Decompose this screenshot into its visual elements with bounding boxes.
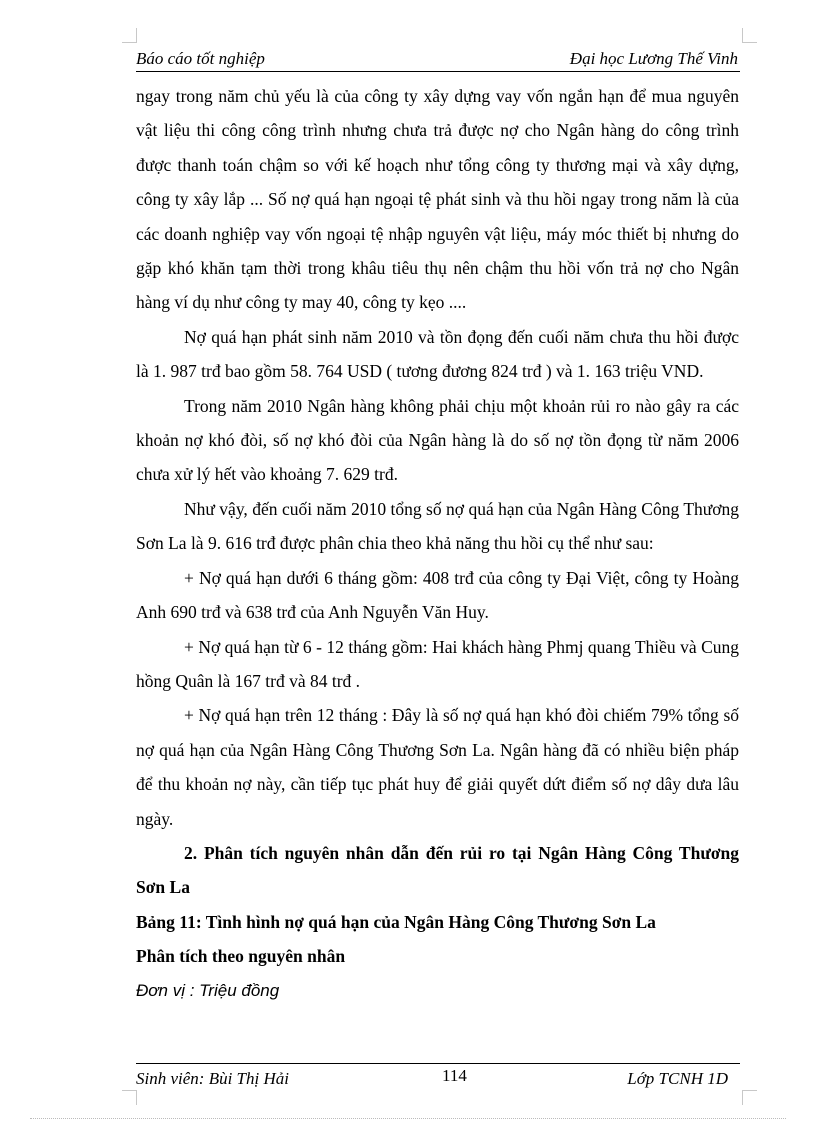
paragraph-total-overdue: Như vậy, đến cuối năm 2010 tổng số nợ quá hạn của Ngân Hàng Công Thương Sơn La là 9. 616 trđ được phân chia theo khả năng thu hồi cụ thể như sau: [136, 498, 739, 554]
paragraph-overdue-2010: Nợ quá hạn phát sinh năm 2010 và tồn đọng đến cuối năm chưa thu hồi được là 1. 987 trđ bao gồm 58. 764 USD ( tương đương 824 trđ ) và 1. 163 triệu VND. [136, 326, 739, 382]
page-footer [136, 1063, 740, 1092]
table-caption-subtitle: Phân tích theo nguyên nhân [136, 946, 346, 967]
crop-mark-top-left [122, 28, 137, 43]
footer-student-name: Sinh viên: Bùi Thị Hải [136, 1069, 289, 1088]
page-header [136, 49, 740, 72]
crop-mark-bottom-right [742, 1090, 757, 1105]
list-item-under-6-months: + Nợ quá hạn dưới 6 tháng gồm: 408 trđ của công ty Đại Việt, công ty Hoàng Anh 690 trđ và 638 trđ của Anh Nguyễn Văn Huy. [136, 567, 739, 623]
table-caption-title: Bảng 11: Tình hình nợ quá hạn của Ngân Hàng Công Thương Sơn La [136, 911, 656, 932]
list-item-6-12-months: + Nợ quá hạn từ 6 - 12 tháng gồm: Hai khách hàng Phmj quang Thiều và Cung hồng Quân là 167 trđ và 84 trđ . [136, 636, 739, 691]
document-body [136, 79, 739, 1008]
header-report-title: Báo cáo tốt nghiệp [136, 49, 265, 68]
crop-mark-bottom-left [122, 1090, 137, 1105]
crop-mark-top-right [742, 28, 757, 43]
unit-note: Đơn vị : Triệu đồng [136, 980, 280, 1000]
footer-class-name: Lớp TCNH 1D [627, 1069, 728, 1088]
section-heading: 2. Phân tích nguyên nhân dẫn đến rủi ro tại Ngân Hàng Công Thương Sơn La [136, 842, 739, 898]
paragraph-continued: ngay trong năm chủ yếu là của công ty xây dựng vay vốn ngắn hạn để mua nguyên vật liệu thi công công trình nhưng chưa trả được nợ cho Ngân hàng do công trình được thanh toán chậm so với kế hoạch như tổng công ty thương mại và xây dựng, công ty xây lắp ... Số nợ quá hạn ngoại tệ phát sinh và thu hồi ngay trong năm là của các doanh nghiệp vay vốn ngoại tệ nhập nguyên vật liệu, máy móc thiết bị nhưng do gặp khó khăn tạm thời trong khâu tiêu thụ nên chậm thu hồi vốn trả nợ cho Ngân hàng ví dụ như công ty may 40, công ty kẹo .... [136, 86, 739, 313]
page-number: 114 [442, 1066, 467, 1085]
header-university-name: Đại học Lương Thế Vinh [569, 49, 738, 68]
page-edge-divider [30, 1118, 786, 1119]
list-item-over-12-months: + Nợ quá hạn trên 12 tháng : Đây là số nợ quá hạn khó đòi chiếm 79% tổng số nợ quá hạn của Ngân Hàng Công Thương Sơn La. Ngân hàng đã có nhiều biện pháp để thu khoản nợ này, cần tiếp tục phát huy để giải quyết dứt điểm số nợ dây dưa lâu ngày. [136, 705, 739, 829]
paragraph-bad-debt: Trong năm 2010 Ngân hàng không phải chịu một khoản rủi ro nào gây ra các khoản nợ khó đòi, số nợ khó đòi của Ngân hàng là do số nợ tồn đọng từ năm 2006 chưa xử lý hết vào khoảng 7. 629 trđ. [136, 395, 739, 485]
